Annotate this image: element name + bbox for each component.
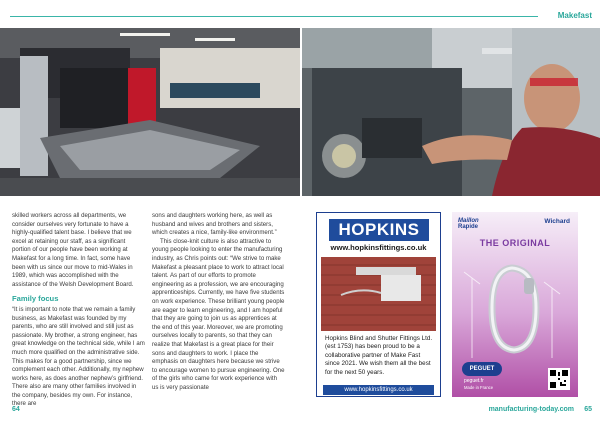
quick-link-image — [452, 248, 578, 368]
header-rule — [10, 16, 538, 17]
article-paragraph: This close-knit culture is also attractive to young people looking to enter the manufacturing industry, as Chris points out: “We strive to make Makefast a pleasant place to work to attract local talent. As part of our efforts to promote engineering as a profession, we are encouraging apprenticeships. Currently, we have five students on work experience. These brilliant young people are eager to learn engineering, and I am hopeful that they are going to join us as apprentices at the end of this year. Moreover, we are promoting ourselves locally to parents, so that they can realize that Makefast is a great place for their sons and daughters to work. I place the emphasis on daughters here because we strive to encourage women to pursue engineering. One of the girls who came for work experience with us is very passionate — [152, 237, 285, 391]
peguet-url[interactable]: peguet.fr — [464, 378, 484, 384]
article-paragraph: sons and daughters working here, as well as husband and wives and brothers and sisters, which creates a nice, family-like environment.” — [152, 212, 277, 237]
peguet-advert — [452, 212, 578, 397]
article-paragraph: “It is important to note that we remain a family business, as Makefast was founded by my parents, who are still involved and still just as passionate. My brother, a strong engineer, has great knowledge on the technical side, while I am much more qualified on the administrative side. This makes for a good partnership, since we complement each other. Additionally, my nephew works here, as does another nephew’s girlfriend. There also are many other families involved in the company, besides my own. For instance, there are — [12, 305, 145, 408]
peguet-logo: PEGUET — [462, 362, 502, 376]
peguet-tagline: Made in France — [464, 385, 494, 390]
peguet-title: THE ORIGINAL — [479, 238, 551, 248]
hopkins-url-button[interactable]: www.hopkinsfittings.co.uk — [323, 385, 434, 395]
worker-photo — [302, 28, 600, 196]
page-number-right: 65 — [584, 406, 592, 413]
qr-code[interactable] — [548, 368, 570, 390]
article-paragraph: skilled workers across all departments, we consider ourselves very fortunate to have a highly-qualified talent base. I believe that we excel at retaining our staff, as a significant portion of our people have been working at Makefast for a long time. In fact, some have been with us since our move to mid-Wales in 1989, which was accomplished with the assistance of the Welsh Development Board. — [12, 212, 134, 288]
site-url[interactable]: manufacturing-today.com — [488, 406, 574, 413]
hopkins-body-text: Hopkins Blind and Shutter Fittings Ltd. (est 1753) has been proud to be a collaborative partner of Make Fast since 2021. We wish them all the best for the next 50 years. — [325, 335, 433, 376]
shutter-fitting-image — [321, 257, 436, 331]
wichard-logo: Wichard — [544, 218, 570, 225]
hopkins-url[interactable]: www.hopkinsfittings.co.uk — [330, 243, 427, 252]
page-number-left: 64 — [12, 406, 20, 413]
article-column-2 — [152, 212, 285, 392]
section-heading: Family focus — [12, 294, 59, 304]
article-column-1 — [12, 212, 145, 409]
hopkins-logo: HOPKINS — [329, 219, 429, 241]
maillon-rapide-logo: Maillon Rapide — [458, 218, 479, 230]
section-label: Makefast — [557, 11, 592, 20]
factory-machine-photo — [0, 28, 300, 196]
hopkins-advert — [316, 212, 441, 397]
